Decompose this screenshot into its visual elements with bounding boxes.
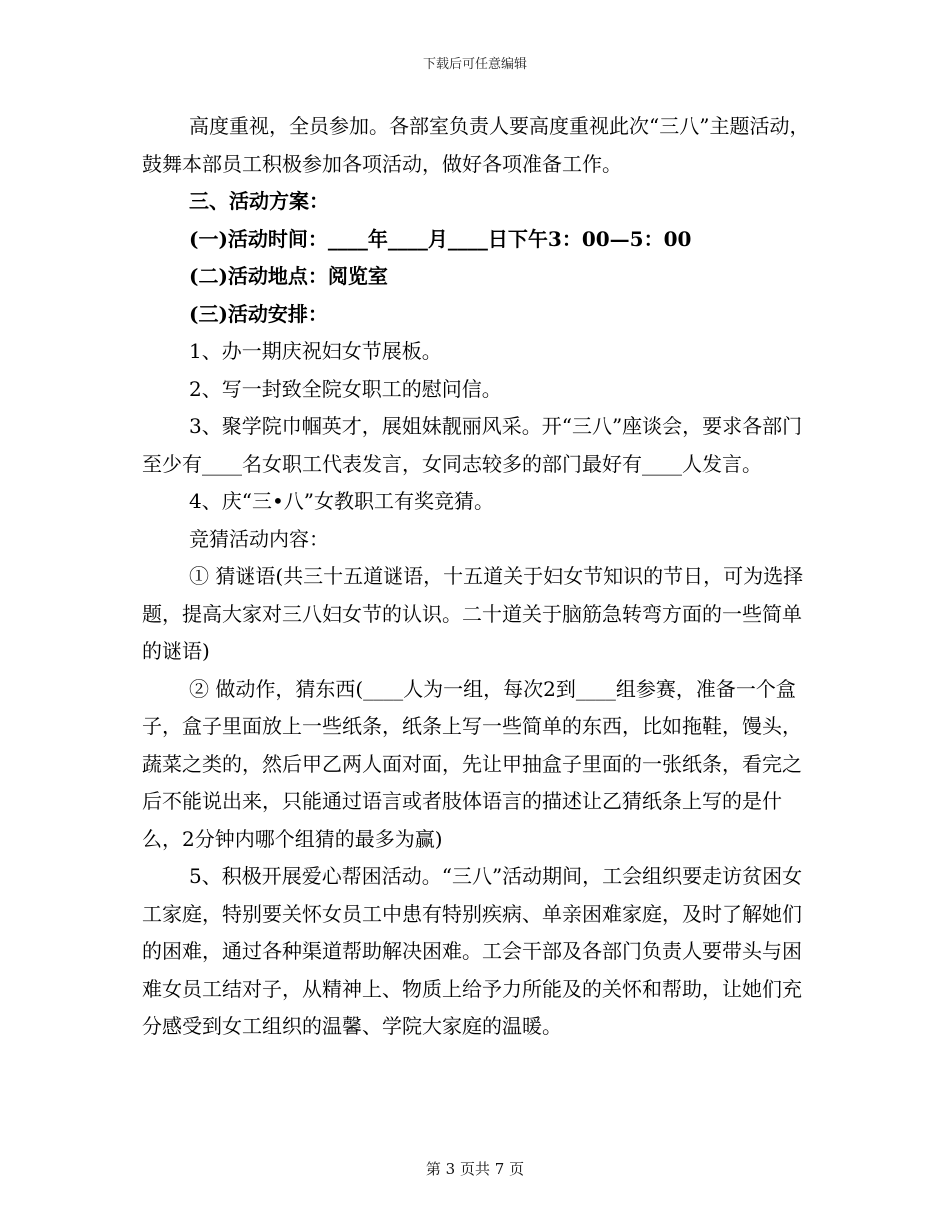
- heading-activity-location: (二)活动地点：阅览室: [189, 264, 388, 288]
- quiz-content-label: 竞猜活动内容：: [189, 526, 329, 551]
- quiz-charades: ② 做动作，猜东西(____人为一组，每次2到____组参赛，准备一个盒子，盒子里面放上一些纸条，纸条上写一些简单的东西，比如拖鞋，馒头，蔬菜之类的，然后甲乙两人面对面，先让甲抽盒子里面的一张纸条，看完之后不能说出来，只能通过语言或者肢体语言的描述让乙猜纸条上写的是什么，2分钟内哪个组猜的最多为赢): [142, 676, 802, 851]
- list-item-4: 4、庆“三•八”女教职工有奖竞猜。: [189, 489, 494, 513]
- heading-activity-time: (一)活动时间：____年____月____日下午3：00—5：00: [189, 226, 692, 251]
- page-header: 下载后可任意编辑: [422, 57, 527, 72]
- page-footer: 第 3 页共 7 页: [425, 1160, 525, 1178]
- document-body: [142, 108, 814, 1046]
- list-item-5: 5、积极开展爱心帮困活动。“三八”活动期间，工会组织要走访贫困女工家庭，特别要关怀女员工中患有特别疾病、单亲困难家庭，及时了解她们的困难，通过各种渠道帮助解决困难。工会干部及各部门负责人要带头与困难女员工结对子，从精神上、物质上给予力所能及的关怀和帮助，让她们充分感受到女工组织的温馨、学院大家庭的温暖。: [142, 864, 803, 1038]
- heading-activity-arrangement: (三)活动安排：: [189, 301, 328, 326]
- paragraph-intro: 高度重视，全员参加。各部室负责人要高度重视此次“三八”主题活动，鼓舞本部员工积极参加各项活动，做好各项准备工作。: [142, 114, 810, 176]
- list-item-2: 2、写一封致全院女职工的慰问信。: [189, 376, 502, 401]
- quiz-riddles: ① 猜谜语(共三十五道谜语，十五道关于妇女节知识的节日，可为选择题，提高大家对三八妇女节的认识。二十道关于脑筋急转弯方面的一些简单的谜语): [142, 564, 804, 663]
- list-item-3: 3、聚学院巾帼英才，展姐妹靓丽风采。开“三八”座谈会，要求各部门至少有____名女职工代表发言，女同志较多的部门最好有____人发言。: [142, 414, 803, 476]
- list-item-1: 1、办一期庆祝妇女节展板。: [189, 339, 442, 363]
- heading-activity-plan: 三、活动方案：: [189, 189, 329, 213]
